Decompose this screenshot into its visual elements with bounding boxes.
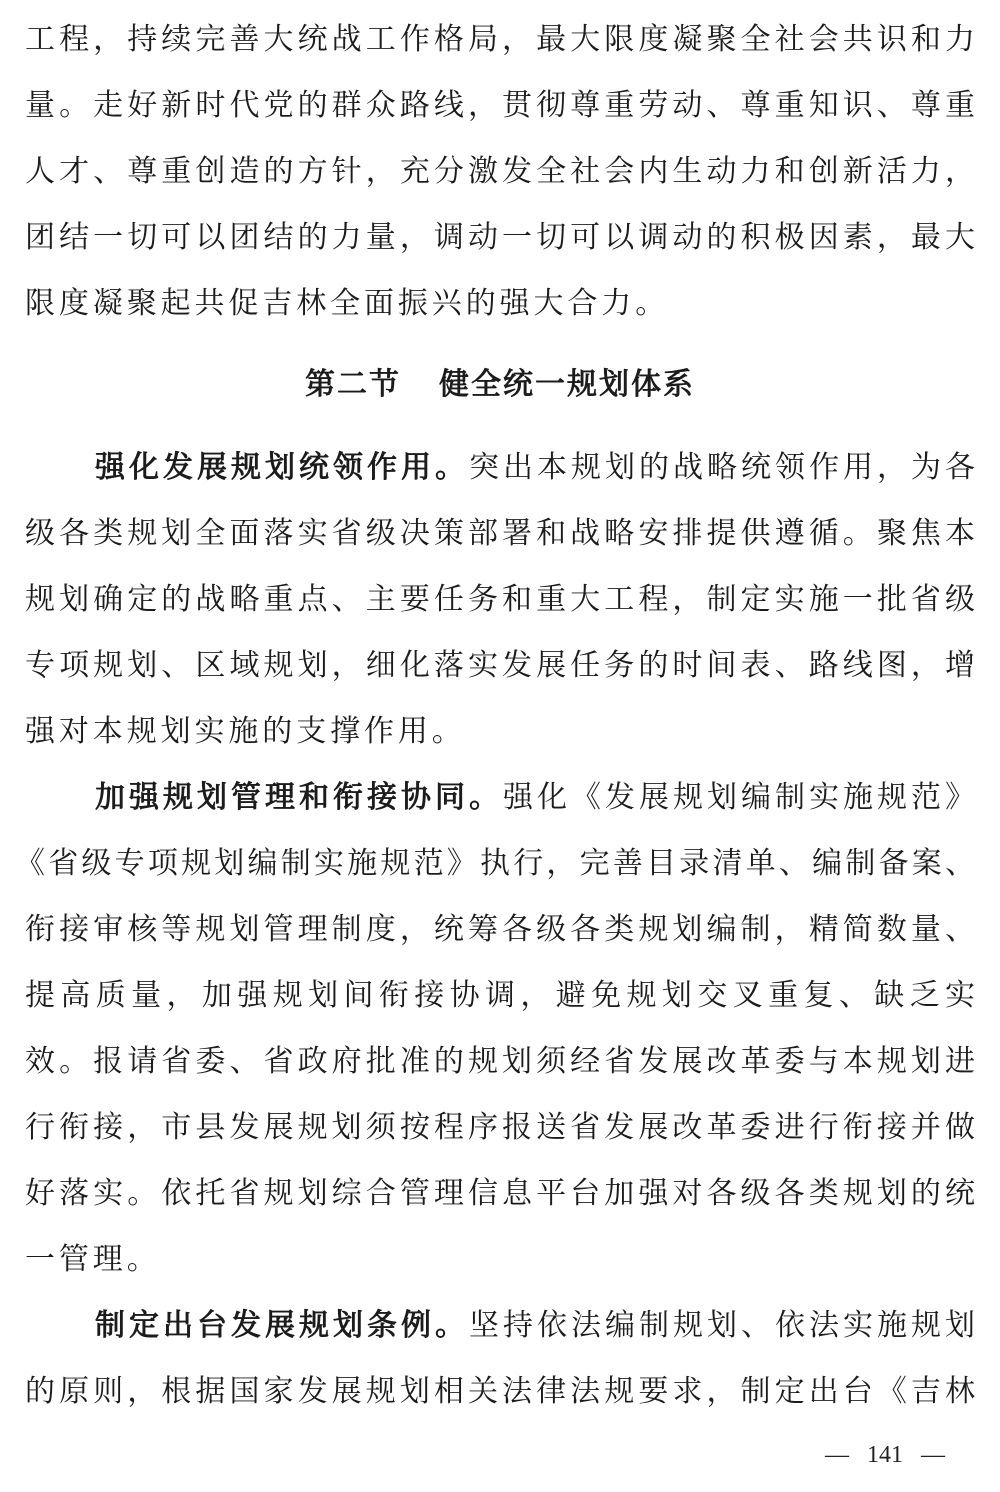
paragraph-first-line (25, 1293, 975, 1359)
body-text-line: 《省级专项规划编制实施规范》执行，完善目录清单、编制备案、 (15, 846, 975, 881)
body-text-line: 强对本规划实施的支撑作用。 (25, 714, 466, 749)
paragraph-plan-leadership (25, 435, 975, 765)
section-number: 第二节 (305, 367, 401, 402)
paragraph-first-line-text: 强化《发展规划编制实施规范》 (503, 780, 975, 815)
body-text-line: 提高质量，加强规划间衔接协调，避免规划交叉重复、缺乏实 (25, 978, 975, 1013)
body-text-line: 限度凝聚起共促吉林全面振兴的强大合力。 (25, 286, 670, 321)
body-text-line: 量。走好新时代党的群众路线，贯彻尊重劳动、尊重知识、尊重 (25, 88, 975, 123)
body-text-line: 级各类规划全面落实省级决策部署和战略安排提供遵循。聚焦本 (25, 516, 975, 551)
paragraph-first-line (25, 435, 975, 501)
body-text-line: 效。报请省委、省政府批准的规划须经省发展改革委与本规划进 (25, 1044, 975, 1079)
page-number: — 141 — (825, 1442, 945, 1468)
body-text-line: 的原则，根据国家发展规划相关法律法规要求，制定出台《吉林 (25, 1374, 975, 1409)
body-text-line: 专项规划、区域规划，细化落实发展任务的时间表、路线图，增 (25, 648, 975, 683)
section-title: 健全统一规划体系 (439, 367, 695, 402)
paragraph-plan-regulation (25, 1293, 975, 1425)
body-text-line: 团结一切可以团结的力量，调动一切可以调动的积极因素，最大 (25, 220, 975, 255)
body-text-line: 人才、尊重创造的方针，充分激发全社会内生动力和创新活力， (25, 154, 975, 189)
body-text-line: 好落实。依托省规划综合管理信息平台加强对各级各类规划的统 (25, 1176, 975, 1211)
body-text-line: 行衔接，市县发展规划须按程序报送省发展改革委进行衔接并做 (25, 1110, 975, 1145)
paragraph-first-line-text: 突出本规划的战略统领作用，为各 (469, 450, 975, 485)
body-text-line: 一管理。 (25, 1242, 161, 1277)
body-text-line: 衔接审核等规划管理制度，统筹各级各类规划编制，精简数量、 (25, 912, 975, 947)
paragraph-lead-bold: 加强规划管理和衔接协同。 (95, 780, 503, 815)
section-heading (25, 352, 975, 418)
intro-paragraph (25, 7, 975, 337)
paragraph-lead-bold: 强化发展规划统领作用。 (95, 450, 469, 485)
body-text-line: 规划确定的战略重点、主要任务和重大工程，制定实施一批省级 (25, 582, 975, 617)
paragraph-lead-bold: 制定出台发展规划条例。 (95, 1308, 469, 1343)
body-text-line: 工程，持续完善大统战工作格局，最大限度凝聚全社会共识和力 (25, 22, 975, 57)
paragraph-plan-management (15, 765, 975, 1293)
paragraph-first-line (25, 765, 975, 831)
page-body (15, 7, 975, 1425)
paragraph-first-line-text: 坚持依法编制规划、依法实施规划 (469, 1308, 975, 1343)
